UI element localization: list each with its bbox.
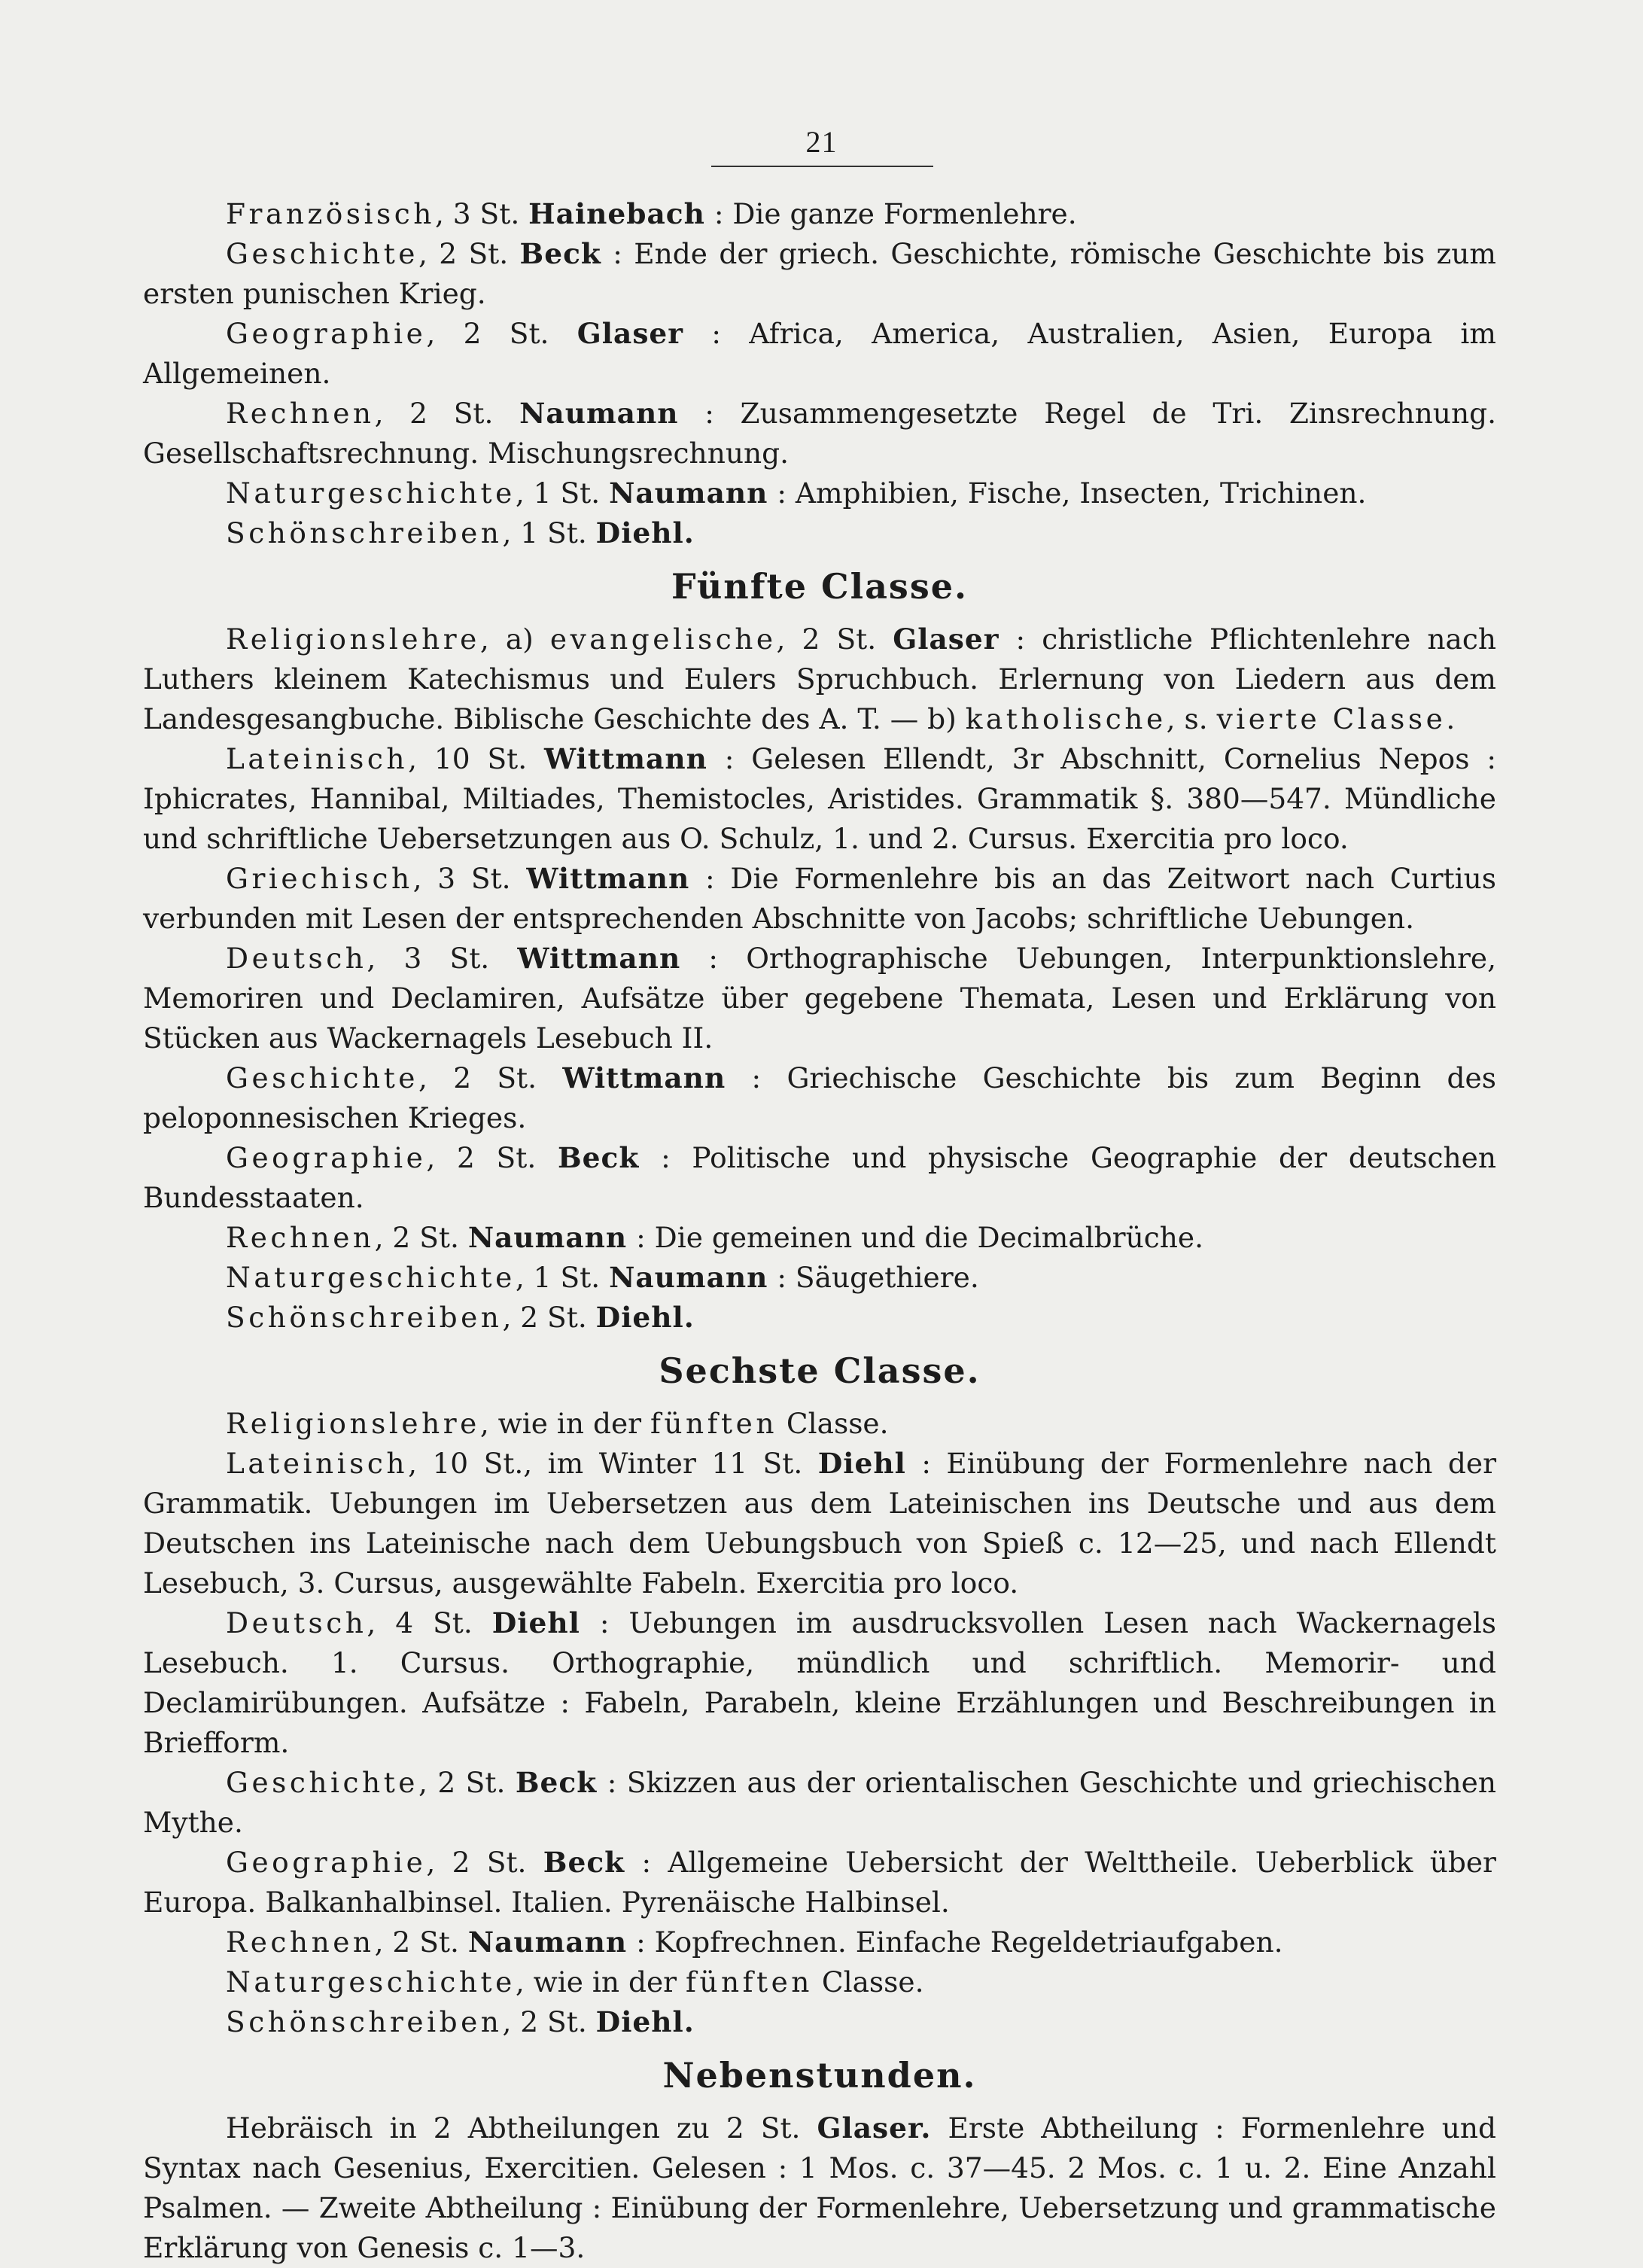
subject-name: Schönschreiben <box>226 516 503 549</box>
teacher-name: Glaser <box>893 623 999 656</box>
subject-name: Geographie <box>226 1846 427 1879</box>
header-rule <box>711 166 933 167</box>
entry-text: Hebräisch in 2 Abtheilungen zu 2 St. <box>226 2111 817 2145</box>
teacher-name: Naumann <box>609 476 768 510</box>
teacher-name: Naumann <box>609 1261 768 1294</box>
subject-name: vierte Classe <box>1216 702 1447 735</box>
curriculum-entry <box>143 1843 1496 1922</box>
curriculum-entry <box>143 234 1496 314</box>
entry-text: : Ende der griech. Geschichte, römische Geschichte bis zum ersten punischen Krieg. <box>143 237 1496 310</box>
subject-name: fünften <box>685 1965 813 1999</box>
curriculum-entry <box>143 194 1496 234</box>
teacher-name: Beck <box>519 237 601 270</box>
section-heading: Fünfte Classe. <box>671 566 969 607</box>
subject-name: Geschichte <box>226 1766 418 1799</box>
curriculum-entry <box>143 314 1496 394</box>
teacher-name: Diehl. <box>595 2005 695 2038</box>
subject-name: Religionslehre <box>226 1407 480 1440</box>
subject-name: Rechnen <box>226 1221 375 1254</box>
hours-text: , 10 St. <box>408 742 528 775</box>
document-body <box>143 194 1496 2268</box>
subject-name: Geschichte <box>226 1061 418 1094</box>
subject-name: Schönschreiben <box>226 1301 503 1334</box>
subject-name: Naturgeschichte <box>226 1261 516 1294</box>
entry-text: , 2 St. <box>776 623 893 656</box>
curriculum-entry <box>143 473 1496 513</box>
entry-text: : Gelesen Ellendt, 3r Abschnitt, Cornelius Nepos : Iphicrates, Hannibal, Miltiades, Themistocles, Aristides. Grammatik §. 380—547. Mündliche und schriftliche Uebersetzungen aus O. Schulz, 1. und 2. Cursus. Exercitia pro loco. <box>143 742 1496 855</box>
entry-text: : Africa, America, Australien, Asien, Europa im Allgemeinen. <box>143 317 1496 390</box>
curriculum-entry <box>143 394 1496 473</box>
curriculum-entry <box>143 739 1496 859</box>
teacher-name: Beck <box>557 1141 640 1174</box>
entry-text: . <box>1446 702 1456 735</box>
hours-text: , 2 St. <box>374 1926 459 1959</box>
curriculum-entry <box>143 620 1496 739</box>
teacher-name: Naumann <box>519 397 679 430</box>
hours-text: , 2 St. <box>418 1766 506 1799</box>
subject-name: Naturgeschichte <box>226 476 516 510</box>
subject-name: Naturgeschichte <box>226 1965 516 1999</box>
subject-name: Deutsch <box>226 942 367 975</box>
entry-text: Classe. <box>812 1965 924 1999</box>
section-heading: Nebenstunden. <box>662 2055 977 2096</box>
entry-text: , wie in der <box>515 1965 686 1999</box>
curriculum-entry <box>143 513 1496 553</box>
teacher-name: Beck <box>543 1846 625 1879</box>
teacher-name: Hainebach <box>528 197 705 230</box>
curriculum-entry <box>143 1058 1496 1138</box>
hours-text: , 2 St. <box>374 1221 459 1254</box>
teacher-name: Naumann <box>467 1221 628 1254</box>
hours-text: , 4 St. <box>367 1606 473 1639</box>
hours-text: , 2 St. <box>426 1141 537 1174</box>
curriculum-entry <box>143 859 1496 939</box>
entry-text: : Die Formenlehre bis an das Zeitwort nach Curtius verbunden mit Lesen der entsprechenden Abschnitte von Jacobs; schriftliche Uebungen. <box>143 862 1497 935</box>
hours-text: , 2 St. <box>426 317 549 350</box>
subject-name: Griechisch <box>226 862 413 895</box>
entry-text: : Skizzen aus der orientalischen Geschichte und griechischen Mythe. <box>143 1766 1496 1839</box>
entry-text: , a) <box>479 623 550 656</box>
subject-name: Geschichte <box>226 237 418 270</box>
hours-text: , 1 St. <box>515 476 601 510</box>
teacher-name: Diehl <box>817 1447 906 1480</box>
teacher-name: Beck <box>515 1766 598 1799</box>
teacher-name: Diehl. <box>595 516 695 549</box>
curriculum-entry <box>143 1258 1496 1298</box>
curriculum-entry <box>143 1138 1496 1218</box>
curriculum-entry <box>143 2002 1496 2042</box>
curriculum-entry <box>143 1298 1496 1338</box>
subject-name: Lateinisch <box>226 742 409 775</box>
hours-text: , 3 St. <box>412 862 511 895</box>
entry-text: Erste Abtheilung : Formenlehre und Syntax nach Gesenius, Exercitien. Gelesen : 1 Mos. c. 37—45. 2 Mos. c. 1 u. 2. Eine Anzahl Psalmen. — Zweite Abtheilung : Einübung der Formenlehre, Uebersetzung und grammatische Erklärung von Genesis c. 1—3. <box>143 2111 1497 2264</box>
subject-name: Religionslehre <box>226 623 480 656</box>
entry-text: : Die gemeinen und die Decimalbrüche. <box>636 1221 1204 1254</box>
entry-text: : Amphibien, Fische, Insecten, Trichinen. <box>777 476 1367 510</box>
teacher-name: Wittmann <box>562 1061 726 1094</box>
subject-name: Schönschreiben <box>226 2005 503 2038</box>
curriculum-entry <box>143 1922 1496 1962</box>
entry-text: : Orthographische Uebungen, Interpunktionslehre, Memoriren und Declamiren, Aufsätze über gegebene Themata, Lesen und Erklärung von Stücken aus Wackernagels Lesebuch II. <box>143 942 1496 1055</box>
teacher-name: Glaser. <box>817 2111 932 2145</box>
entry-text: : Zusammengesetzte Regel de Tri. Zinsrechnung. Gesellschaftsrechnung. Mischungsrechnung. <box>143 397 1497 470</box>
entry-text: : christliche Pflichtenlehre nach Luthers kleinem Katechismus und Eulers Spruchbuch. Erlernung von Liedern aus dem Landesgesangbuche. Biblische Geschichte des A. T. — b) <box>143 623 1496 735</box>
subject-name: Rechnen <box>226 397 375 430</box>
subject-name: katholische <box>965 702 1167 735</box>
hours-text: , 10 St., im Winter 11 St. <box>408 1447 803 1480</box>
subject-name: Rechnen <box>226 1926 375 1959</box>
entry-text: : Säugethiere. <box>777 1261 979 1294</box>
curriculum-entry <box>143 1763 1496 1843</box>
entry-text: : Griechische Geschichte bis zum Beginn des peloponnesischen Krieges. <box>143 1061 1496 1134</box>
subject-name: evangelische <box>549 623 777 656</box>
hours-text: , 1 St. <box>502 516 587 549</box>
entry-text: , wie in der <box>479 1407 650 1440</box>
entry-text: : Einübung der Formenlehre nach der Grammatik. Uebungen im Uebersetzen aus dem Lateinischen ins Deutsche und aus dem Deutschen ins Lateinische nach dem Uebungsbuch von Spieß c. 12—25, und nach Ellendt Lesebuch, 3. Cursus, ausgewählte Fabeln. Exercitia pro loco. <box>143 1447 1496 1600</box>
hours-text: , 3 St. <box>367 942 490 975</box>
subject-name: fünften <box>650 1407 777 1440</box>
entry-text: : Politische und physische Geographie der deutschen Bundesstaaten. <box>143 1141 1497 1214</box>
curriculum-entry <box>143 1603 1496 1763</box>
teacher-name: Wittmann <box>544 742 707 775</box>
subject-name: Geographie <box>226 1141 427 1174</box>
curriculum-entry <box>143 939 1496 1058</box>
entry-text: : Uebungen im ausdrucksvollen Lesen nach Wackernagels Lesebuch. 1. Cursus. Orthographie, mündlich und schriftlich. Memorir- und Declamirübungen. Aufsätze : Fabeln, Parabeln, kleine Erzählungen und Beschreibungen in Briefform. <box>143 1606 1496 1759</box>
curriculum-entry <box>143 1404 1496 1444</box>
subject-name: Deutsch <box>226 1606 367 1639</box>
curriculum-entry <box>143 1962 1496 2002</box>
entry-text: : Die ganze Formenlehre. <box>713 197 1077 230</box>
teacher-name: Glaser <box>577 317 684 350</box>
hours-text: , 2 St. <box>374 397 494 430</box>
hours-text: , 2 St. <box>502 2005 587 2038</box>
teacher-name: Diehl <box>491 1606 580 1639</box>
hours-text: , 2 St. <box>502 1301 587 1334</box>
entry-text: : Kopfrechnen. Einfache Regeldetriaufgaben. <box>636 1926 1283 1959</box>
section-heading: Sechste Classe. <box>659 1350 981 1391</box>
subject-name: Geographie <box>226 317 427 350</box>
entry-text: Classe. <box>777 1407 889 1440</box>
entry-text: : Allgemeine Uebersicht der Welttheile. Ueberblick über Europa. Balkanhalbinsel. Italien. Pyrenäische Halbinsel. <box>143 1846 1496 1919</box>
curriculum-entry <box>143 1218 1496 1258</box>
curriculum-entry <box>143 1444 1496 1603</box>
subject-name: Lateinisch <box>226 1447 409 1480</box>
curriculum-entry <box>143 2108 1496 2268</box>
hours-text: , 2 St. <box>426 1846 527 1879</box>
teacher-name: Wittmann <box>526 862 690 895</box>
page-number: 21 <box>805 125 838 159</box>
hours-text: , 3 St. <box>434 197 520 230</box>
hours-text: , 2 St. <box>418 1061 537 1094</box>
teacher-name: Diehl. <box>595 1301 695 1334</box>
entry-text: , s. <box>1166 702 1217 735</box>
subject-name: Französisch <box>226 197 435 230</box>
teacher-name: Wittmann <box>517 942 681 975</box>
hours-text: , 1 St. <box>515 1261 601 1294</box>
hours-text: , 2 St. <box>418 237 509 270</box>
teacher-name: Naumann <box>467 1926 628 1959</box>
